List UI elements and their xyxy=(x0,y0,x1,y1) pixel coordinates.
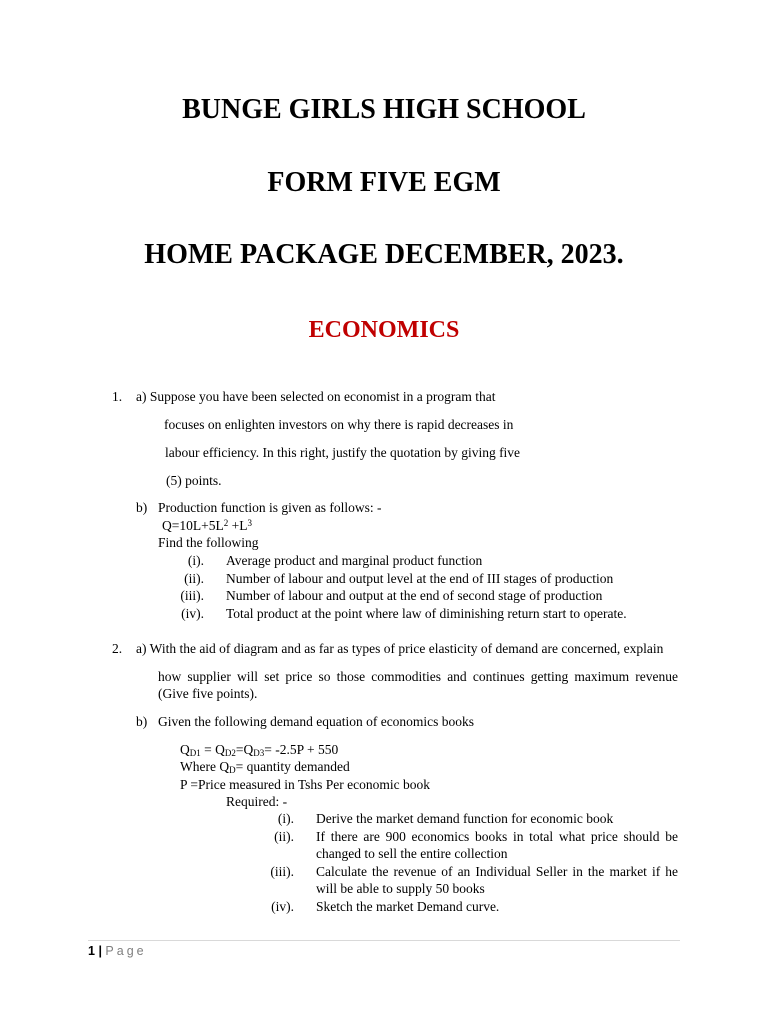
page-footer xyxy=(88,944,147,958)
eq-q: Q xyxy=(180,742,190,757)
q2a-line-2: how supplier will set price so those commodities and continues getting maximum revenue xyxy=(158,669,678,684)
q2b-price-def: P =Price measured in Tshs Per economic book xyxy=(180,777,431,792)
eq-rest: = -2.5P + 550 xyxy=(264,742,339,757)
q2b-item-num: (iii). xyxy=(270,864,294,879)
q1a-line-3: labour efficiency. In this right, justify the quotation by giving five xyxy=(165,445,521,460)
footer-separator: | xyxy=(98,944,102,958)
q1b-item-text: Number of labour and output at the end of second stage of production xyxy=(226,588,603,603)
form-title: FORM FIVE EGM xyxy=(267,167,501,198)
q1b-item-text: Number of labour and output level at the end of III stages of production xyxy=(226,571,614,586)
q1b-intro: Production function is given as follows: - xyxy=(158,500,382,515)
q2b-intro: Given the following demand equation of economics books xyxy=(158,714,475,729)
page-word: Page xyxy=(105,944,147,958)
q2a-line-3: (Give five points). xyxy=(158,686,258,701)
q1a-line-2: focuses on enlighten investors on why there is rapid decreases in xyxy=(164,417,514,432)
eq-sub-d2: D2 xyxy=(224,748,236,758)
school-title: BUNGE GIRLS HIGH SCHOOL xyxy=(182,94,586,125)
where-prefix: Where Q xyxy=(180,759,230,774)
eq-exp-2: 3 xyxy=(247,518,252,528)
q2b-equation xyxy=(180,742,338,758)
q2b-item-text-cont: changed to sell the entire collection xyxy=(316,846,508,861)
q1a-line-4: (5) points. xyxy=(166,473,222,488)
where-rest: = quantity demanded xyxy=(235,759,350,774)
q2b-item-text: If there are 900 economics books in total what price should be xyxy=(316,829,678,844)
q1b-find: Find the following xyxy=(158,535,259,550)
q1b-item-num: (iv). xyxy=(181,606,204,621)
q1-number: 1. xyxy=(112,389,123,404)
q1a-line-1: a) Suppose you have been selected on economist in a program that xyxy=(136,389,496,404)
q2b-item-num: (iv). xyxy=(271,899,294,914)
q1b-equation xyxy=(162,518,252,534)
q2a-line-1: a) With the aid of diagram and as far as types of price elasticity of demand are concerned, explain xyxy=(136,641,664,656)
q2b-required: Required: - xyxy=(226,794,288,809)
eq-part: =Q xyxy=(235,742,254,757)
q1b-item-text: Average product and marginal product function xyxy=(226,553,483,568)
q1b-item-num: (ii). xyxy=(184,571,204,586)
page-number: 1 xyxy=(88,944,95,958)
eq-mid: +L xyxy=(228,518,248,533)
q2b-item-text-cont: will be able to supply 50 books xyxy=(316,881,485,896)
q2b-item-text: Sketch the market Demand curve. xyxy=(316,899,500,914)
q2b-label: b) xyxy=(136,714,148,729)
q1b-item-num: (iii). xyxy=(180,588,204,603)
q2b-where xyxy=(180,759,350,775)
subject-title: ECONOMICS xyxy=(308,317,460,343)
eq-exp-1: 2 xyxy=(223,518,229,528)
q2b-item-num: (ii). xyxy=(274,829,294,844)
eq-part: = Q xyxy=(200,742,225,757)
q1b-item-text: Total product at the point where law of diminishing return start to operate. xyxy=(226,606,627,621)
q2b-item-num: (i). xyxy=(277,811,294,826)
footer-divider xyxy=(88,940,680,941)
eq-sub-d1: D1 xyxy=(189,748,201,758)
eq-sub-d3: D3 xyxy=(253,748,265,758)
where-sub: D xyxy=(229,765,236,775)
q1b-item-num: (i). xyxy=(187,553,204,568)
q2b-item-text: Derive the market demand function for economic book xyxy=(316,811,614,826)
eq-prefix: Q=10L+5L xyxy=(162,518,224,533)
package-title: HOME PACKAGE DECEMBER, 2023. xyxy=(144,239,624,270)
q2-number: 2. xyxy=(112,641,123,656)
q1b-label: b) xyxy=(136,500,148,515)
q2b-item-text: Calculate the revenue of an Individual Seller in the market if he xyxy=(316,864,678,879)
